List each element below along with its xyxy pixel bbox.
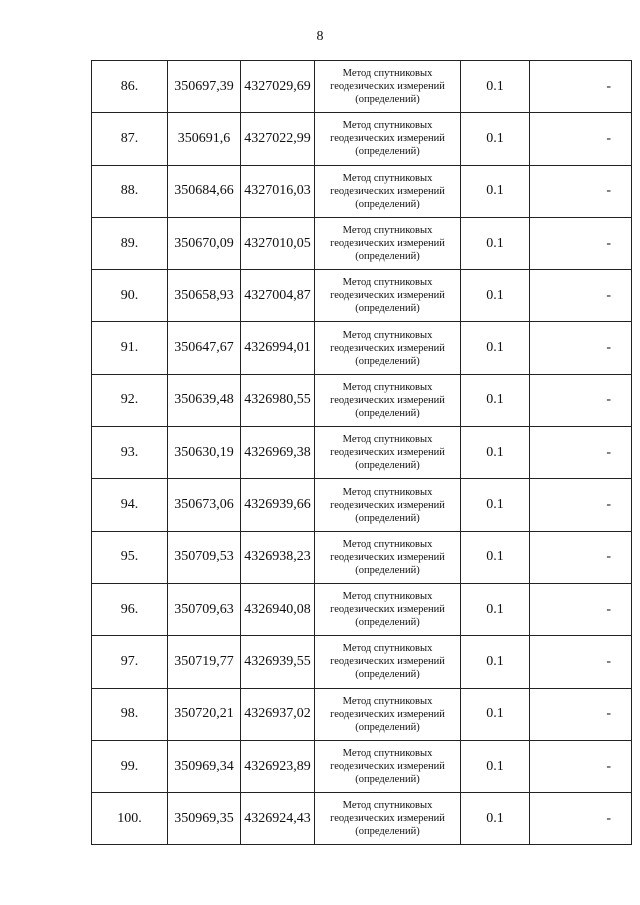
point-number-cell: 94. bbox=[92, 479, 168, 531]
y-coordinate-cell: 4326939,55 bbox=[241, 636, 315, 688]
method-line: Метод спутниковых bbox=[342, 120, 433, 132]
y-coordinate-cell: 4327016,03 bbox=[241, 165, 315, 217]
x-coordinate-cell: 350709,53 bbox=[168, 531, 241, 583]
method-cell bbox=[315, 688, 461, 740]
table-row bbox=[92, 688, 632, 740]
y-coordinate-cell: 4326939,66 bbox=[241, 479, 315, 531]
accuracy-cell: 0.1 bbox=[461, 479, 530, 531]
point-number-cell: 90. bbox=[92, 270, 168, 322]
y-coordinate-cell: 4326937,02 bbox=[241, 688, 315, 740]
point-number-cell: 92. bbox=[92, 374, 168, 426]
x-coordinate-cell: 350647,67 bbox=[168, 322, 241, 374]
note-cell: - bbox=[530, 688, 632, 740]
method-line: (определений) bbox=[355, 721, 420, 733]
note-cell: - bbox=[530, 374, 632, 426]
method-line: (определений) bbox=[355, 617, 420, 629]
accuracy-cell: 0.1 bbox=[461, 740, 530, 792]
x-coordinate-cell: 350639,48 bbox=[168, 374, 241, 426]
y-coordinate-cell: 4326969,38 bbox=[241, 427, 315, 479]
method-cell bbox=[315, 270, 461, 322]
x-coordinate-cell: 350684,66 bbox=[168, 165, 241, 217]
method-line: Метод спутниковых bbox=[342, 172, 433, 184]
y-coordinate-cell: 4326924,43 bbox=[241, 793, 315, 845]
note-cell: - bbox=[530, 793, 632, 845]
accuracy-cell: 0.1 bbox=[461, 636, 530, 688]
method-line: геодезических измерений bbox=[330, 813, 445, 825]
accuracy-cell: 0.1 bbox=[461, 427, 530, 479]
accuracy-cell: 0.1 bbox=[461, 217, 530, 269]
point-number-cell: 89. bbox=[92, 217, 168, 269]
method-line: геодезических измерений bbox=[330, 447, 445, 459]
note-cell: - bbox=[530, 217, 632, 269]
table-row bbox=[92, 165, 632, 217]
method-line: геодезических измерений bbox=[330, 290, 445, 302]
x-coordinate-cell: 350670,09 bbox=[168, 217, 241, 269]
method-line: Метод спутниковых bbox=[342, 381, 433, 393]
method-line: геодезических измерений bbox=[330, 551, 445, 563]
method-cell bbox=[315, 427, 461, 479]
accuracy-cell: 0.1 bbox=[461, 165, 530, 217]
table-row bbox=[92, 113, 632, 165]
y-coordinate-cell: 4326940,08 bbox=[241, 583, 315, 635]
method-line: геодезических измерений bbox=[330, 394, 445, 406]
method-line: Метод спутниковых bbox=[342, 486, 433, 498]
method-line: (определений) bbox=[355, 826, 420, 838]
method-line: Метод спутниковых bbox=[342, 695, 433, 707]
table-row bbox=[92, 636, 632, 688]
method-cell bbox=[315, 113, 461, 165]
method-line: (определений) bbox=[355, 198, 420, 210]
point-number-cell: 95. bbox=[92, 531, 168, 583]
y-coordinate-cell: 4327010,05 bbox=[241, 217, 315, 269]
y-coordinate-cell: 4326938,23 bbox=[241, 531, 315, 583]
x-coordinate-cell: 350697,39 bbox=[168, 61, 241, 113]
point-number-cell: 99. bbox=[92, 740, 168, 792]
method-line: (определений) bbox=[355, 355, 420, 367]
method-cell bbox=[315, 322, 461, 374]
note-cell: - bbox=[530, 270, 632, 322]
table-row bbox=[92, 270, 632, 322]
y-coordinate-cell: 4327022,99 bbox=[241, 113, 315, 165]
point-number-cell: 98. bbox=[92, 688, 168, 740]
method-line: Метод спутниковых bbox=[342, 68, 433, 80]
note-cell: - bbox=[530, 479, 632, 531]
method-line: Метод спутниковых bbox=[342, 748, 433, 759]
method-line: (определений) bbox=[355, 303, 420, 315]
accuracy-cell: 0.1 bbox=[461, 374, 530, 426]
method-line: (определений) bbox=[355, 669, 420, 681]
method-line: (определений) bbox=[355, 512, 420, 524]
table-row bbox=[92, 374, 632, 426]
method-line: геодезических измерений bbox=[330, 81, 445, 93]
note-cell: - bbox=[530, 61, 632, 113]
note-cell: - bbox=[530, 636, 632, 688]
accuracy-cell: 0.1 bbox=[461, 113, 530, 165]
method-line: геодезических измерений bbox=[330, 185, 445, 197]
method-line: Метод спутниковых bbox=[342, 225, 433, 237]
method-cell bbox=[315, 374, 461, 426]
method-cell bbox=[315, 583, 461, 635]
x-coordinate-cell: 350719,77 bbox=[168, 636, 241, 688]
x-coordinate-cell: 350969,35 bbox=[168, 793, 241, 845]
table-row bbox=[92, 427, 632, 479]
x-coordinate-cell: 350691,6 bbox=[168, 113, 241, 165]
accuracy-cell: 0.1 bbox=[461, 688, 530, 740]
accuracy-cell: 0.1 bbox=[461, 322, 530, 374]
coordinates-table bbox=[91, 60, 632, 845]
method-cell bbox=[315, 740, 461, 792]
y-coordinate-cell: 4326980,55 bbox=[241, 374, 315, 426]
accuracy-cell: 0.1 bbox=[461, 793, 530, 845]
x-coordinate-cell: 350969,34 bbox=[168, 740, 241, 792]
x-coordinate-cell: 350673,06 bbox=[168, 479, 241, 531]
y-coordinate-cell: 4327004,87 bbox=[241, 270, 315, 322]
method-line: Метод спутниковых bbox=[342, 434, 433, 446]
method-cell bbox=[315, 217, 461, 269]
note-cell: - bbox=[530, 740, 632, 792]
y-coordinate-cell: 4326923,89 bbox=[241, 740, 315, 792]
x-coordinate-cell: 350709,63 bbox=[168, 583, 241, 635]
method-line: геодезических измерений bbox=[330, 238, 445, 250]
method-line: (определений) bbox=[355, 251, 420, 263]
method-line: геодезических измерений bbox=[330, 499, 445, 511]
method-line: (определений) bbox=[355, 407, 420, 419]
note-cell: - bbox=[530, 322, 632, 374]
table-row bbox=[92, 583, 632, 635]
method-cell bbox=[315, 793, 461, 845]
method-line: (определений) bbox=[355, 146, 420, 158]
method-line: геодезических измерений bbox=[330, 656, 445, 668]
point-number-cell: 91. bbox=[92, 322, 168, 374]
point-number-cell: 100. bbox=[92, 793, 168, 845]
table-row bbox=[92, 793, 632, 845]
table-row bbox=[92, 531, 632, 583]
method-line: геодезических измерений bbox=[330, 708, 445, 720]
x-coordinate-cell: 350630,19 bbox=[168, 427, 241, 479]
note-cell: - bbox=[530, 165, 632, 217]
method-line: геодезических измерений bbox=[330, 604, 445, 616]
note-cell: - bbox=[530, 113, 632, 165]
method-cell bbox=[315, 479, 461, 531]
accuracy-cell: 0.1 bbox=[461, 270, 530, 322]
method-line: геодезических измерений bbox=[330, 133, 445, 145]
table-row bbox=[92, 322, 632, 374]
table-row bbox=[92, 217, 632, 269]
coordinates-table-body bbox=[92, 61, 632, 845]
note-cell: - bbox=[530, 427, 632, 479]
point-number-cell: 87. bbox=[92, 113, 168, 165]
method-line: (определений) bbox=[355, 460, 420, 472]
point-number-cell: 97. bbox=[92, 636, 168, 688]
method-line: (определений) bbox=[355, 94, 420, 106]
table-row bbox=[92, 740, 632, 792]
method-line: геодезических измерений bbox=[330, 761, 445, 772]
accuracy-cell: 0.1 bbox=[461, 61, 530, 113]
method-line: (определений) bbox=[355, 564, 420, 576]
method-cell bbox=[315, 165, 461, 217]
method-line: Метод спутниковых bbox=[342, 538, 433, 550]
method-line: Метод спутниковых bbox=[342, 800, 433, 812]
table-row bbox=[92, 61, 632, 113]
point-number-cell: 93. bbox=[92, 427, 168, 479]
method-line: Метод спутниковых bbox=[342, 277, 433, 289]
x-coordinate-cell: 350658,93 bbox=[168, 270, 241, 322]
method-cell bbox=[315, 636, 461, 688]
note-cell: - bbox=[530, 583, 632, 635]
method-line: (определений) bbox=[355, 774, 420, 785]
point-number-cell: 86. bbox=[92, 61, 168, 113]
method-line: Метод спутниковых bbox=[342, 643, 433, 655]
point-number-cell: 88. bbox=[92, 165, 168, 217]
accuracy-cell: 0.1 bbox=[461, 583, 530, 635]
method-line: Метод спутниковых bbox=[342, 591, 433, 603]
table-row bbox=[92, 479, 632, 531]
y-coordinate-cell: 4326994,01 bbox=[241, 322, 315, 374]
method-line: геодезических измерений bbox=[330, 342, 445, 354]
point-number-cell: 96. bbox=[92, 583, 168, 635]
page-number: 8 bbox=[316, 29, 324, 44]
y-coordinate-cell: 4327029,69 bbox=[241, 61, 315, 113]
method-line: Метод спутниковых bbox=[342, 329, 433, 341]
note-cell: - bbox=[530, 531, 632, 583]
accuracy-cell: 0.1 bbox=[461, 531, 530, 583]
method-cell bbox=[315, 531, 461, 583]
method-cell bbox=[315, 61, 461, 113]
x-coordinate-cell: 350720,21 bbox=[168, 688, 241, 740]
